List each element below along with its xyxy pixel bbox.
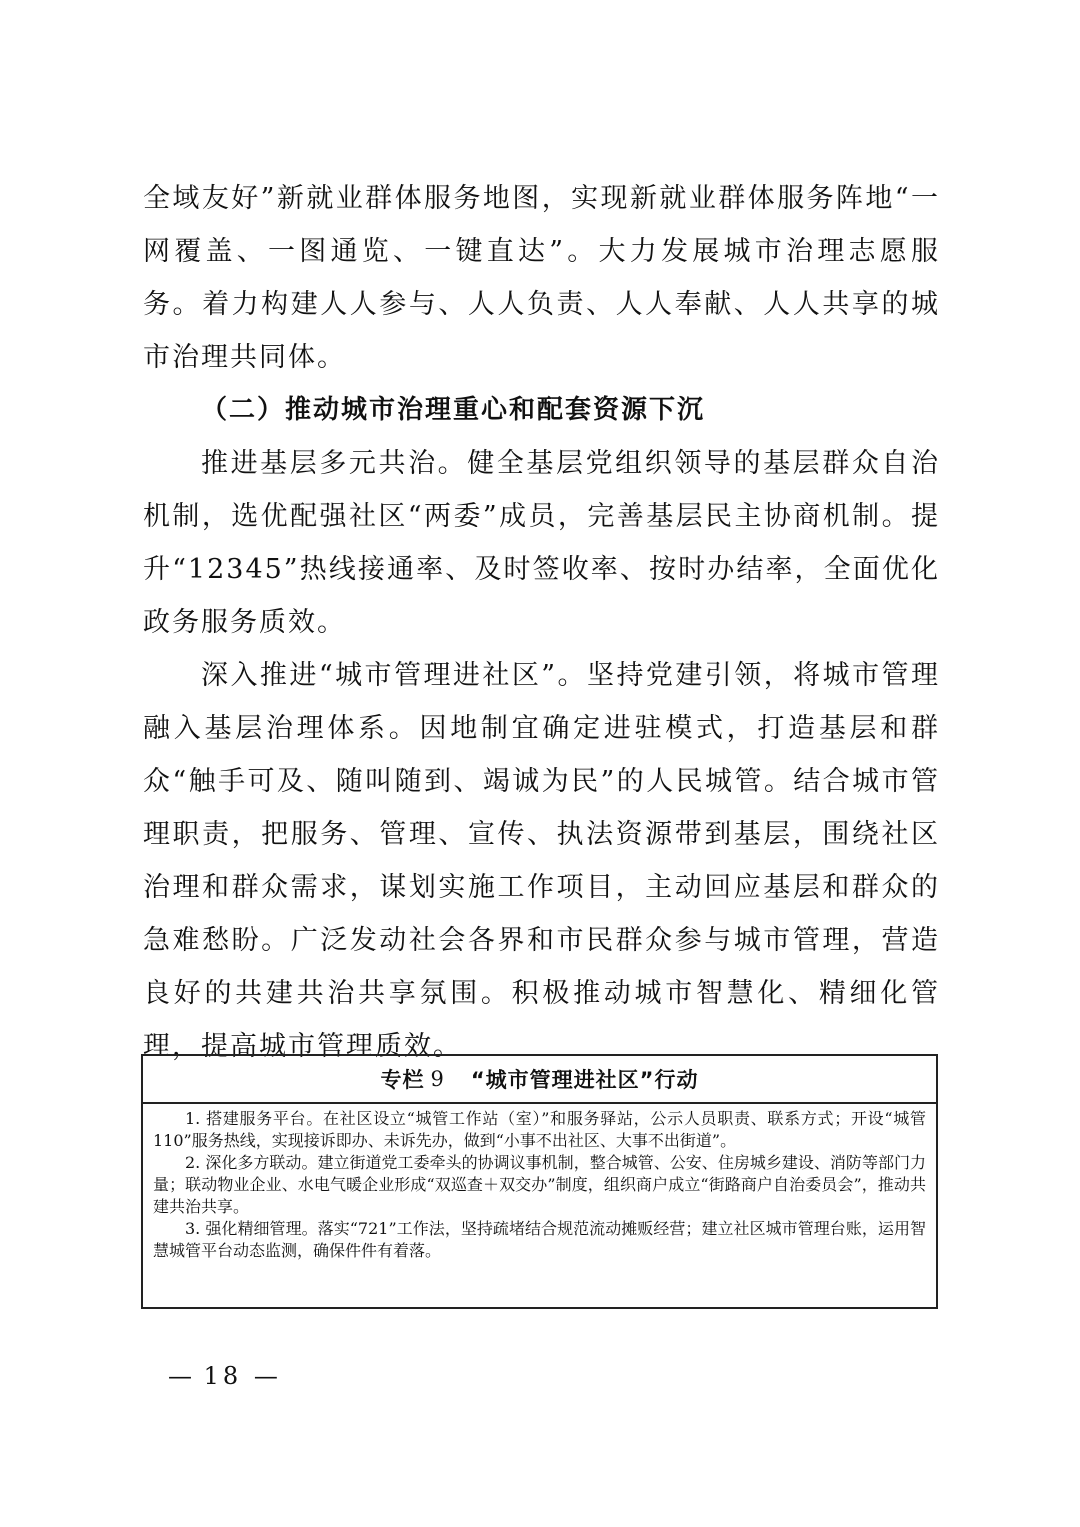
paragraph-grassroots: 推进基层多元共治。健全基层党组织领导的基层群众自治机制，选优配强社区“两委”成员，完善基层民主协商机制。提升“12345”热线接通率、及时签收率、按时办结率，全面优化政务服务质效。: [143, 448, 940, 638]
column-title: “城市管理进社区”行动: [470, 1068, 699, 1092]
footer-dash-left: —: [168, 1362, 192, 1390]
paragraph-continuation: 全域友好”新就业群体服务地图，实现新就业群体服务阵地“一网覆盖、一图通览、一键直达”。大力发展城市治理志愿服务。着力构建人人参与、人人负责、人人奉献、人人共享的城市治理共同体。: [143, 183, 940, 373]
page-number: 18: [203, 1362, 243, 1390]
column-number: 9: [430, 1067, 445, 1091]
footer-dash-right: —: [253, 1362, 278, 1390]
column-item-2: 2. 深化多方联动。建立街道党工委牵头的协调议事机制，整合城管、公安、住房城乡建设、消防等部门力量；联动物业企业、水电气暖企业形成“双巡查＋双交办”制度，组织商户成立“街路商户自治委员会”，推动共建共治共享。: [153, 1153, 926, 1216]
column-item-3: 3. 强化精细管理。落实“721”工作法，坚持疏堵结合规范流动摊贩经营；建立社区城市管理台账，运用智慧城管平台动态监测，确保件件有着落。: [153, 1219, 926, 1260]
paragraph-community: 深入推进“城市管理进社区”。坚持党建引领，将城市管理融入基层治理体系。因地制宜确定进驻模式，打造基层和群众“触手可及、随叫随到、竭诚为民”的人民城管。结合城市管理职责，把服务、管理、宣传、执法资源带到基层，围绕社区治理和群众需求，谋划实施工作项目，主动回应基层和群众的急难愁盼。广泛发动社会各界和市民群众参与城市管理，营造良好的共建共治共享氛围。积极推动城市智慧化、精细化管理，提高城市管理质效。: [143, 660, 940, 1062]
body-text: [143, 172, 940, 1073]
section-heading: （二）推动城市治理重心和配套资源下沉: [201, 395, 706, 425]
column-label: 专栏: [380, 1068, 425, 1092]
page-footer: [168, 1362, 278, 1390]
column-box: [141, 1054, 938, 1309]
column-box-body: [143, 1104, 936, 1262]
column-box-title: [143, 1056, 936, 1104]
column-item-1: 1. 搭建服务平台。在社区设立“城管工作站（室）”和服务驿站，公示人员职责、联系方式；开设“城管 110”服务热线，实现接诉即办、未诉先办，做到“小事不出社区、大事不出街道”。: [153, 1109, 926, 1150]
